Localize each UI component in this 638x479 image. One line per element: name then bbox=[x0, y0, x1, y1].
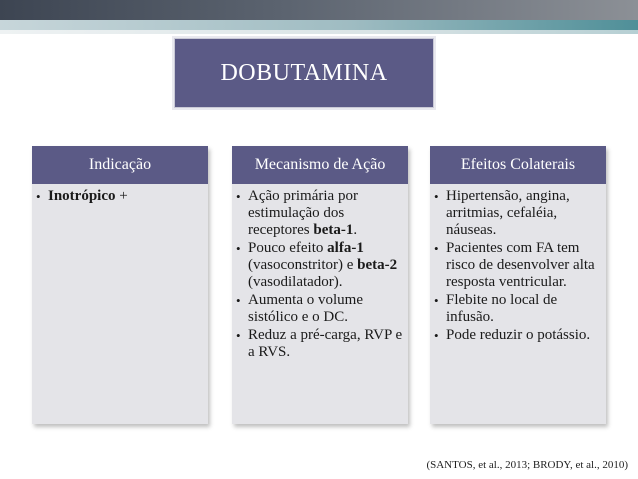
citation: (SANTOS, et al., 2013; BRODY, et al., 2010) bbox=[426, 459, 628, 471]
bullet-item bbox=[434, 292, 602, 326]
text-run: (vasodilatador). bbox=[248, 274, 343, 290]
text-run: Pouco efeito bbox=[248, 240, 328, 256]
text-run: Pode reduzir o potássio. bbox=[446, 327, 591, 343]
bullet-text bbox=[248, 188, 404, 239]
text-run: Flebite no local de infusão. bbox=[446, 292, 558, 325]
text-run: + bbox=[115, 188, 128, 204]
bullet-text bbox=[446, 188, 602, 239]
text-run: Aumenta o volume sistólico e o DC. bbox=[248, 292, 363, 325]
bullet-text bbox=[446, 292, 602, 326]
slide-title: DOBUTAMINA bbox=[174, 38, 434, 108]
bullet-text bbox=[248, 327, 404, 361]
bullet-item bbox=[236, 188, 404, 239]
top-dark-band bbox=[0, 0, 638, 20]
bullet-icon: • bbox=[434, 241, 439, 256]
bullet-item bbox=[236, 327, 404, 361]
column-body-efeitos bbox=[430, 184, 606, 345]
bullet-icon: • bbox=[434, 293, 439, 308]
bold-term: beta-1 bbox=[313, 222, 354, 238]
bold-term: beta-2 bbox=[357, 257, 398, 273]
bullet-item bbox=[434, 188, 602, 239]
text-run: . bbox=[353, 222, 358, 238]
bullet-icon: • bbox=[434, 328, 439, 343]
bullet-icon: • bbox=[236, 189, 241, 204]
text-run: Hipertensão, angina, arritmias, cefaléia, náuseas. bbox=[446, 188, 570, 238]
column-header-efeitos: Efeitos Colaterais bbox=[430, 146, 606, 184]
bullet-icon: • bbox=[36, 189, 41, 204]
bullet-text bbox=[248, 240, 404, 291]
bullet-icon: • bbox=[434, 189, 439, 204]
column-header-mecanismo: Mecanismo de Ação bbox=[232, 146, 408, 184]
column-body-indicacao bbox=[32, 184, 208, 206]
bullet-icon: • bbox=[236, 293, 241, 308]
top-teal-band bbox=[0, 20, 638, 30]
top-light-band bbox=[0, 30, 638, 34]
bullet-icon: • bbox=[236, 328, 241, 343]
bullet-text bbox=[248, 292, 404, 326]
column-efeitos bbox=[430, 146, 606, 424]
bold-term: Inotrópico bbox=[48, 188, 116, 204]
text-run: Reduz a pré-carga, RVP e a RVS. bbox=[248, 327, 403, 360]
text-run: Ação primária por estimulação dos receptores bbox=[248, 188, 358, 238]
bullet-item bbox=[236, 292, 404, 326]
bullet-item bbox=[434, 240, 602, 291]
text-run: Pacientes com FA tem risco de desenvolver alta resposta ventricular. bbox=[446, 240, 595, 290]
text-run: (vasoconstritor) e bbox=[248, 257, 358, 273]
bullet-text bbox=[446, 240, 602, 291]
column-header-indicacao: Indicação bbox=[32, 146, 208, 184]
column-indicacao bbox=[32, 146, 208, 424]
bullet-text bbox=[48, 188, 204, 205]
bold-term: alfa-1 bbox=[327, 240, 364, 256]
column-mecanismo bbox=[232, 146, 408, 424]
bullet-item bbox=[36, 188, 204, 205]
bullet-item bbox=[434, 327, 602, 344]
bullet-icon: • bbox=[236, 241, 241, 256]
column-body-mecanismo bbox=[232, 184, 408, 362]
bullet-text bbox=[446, 327, 602, 344]
bullet-item bbox=[236, 240, 404, 291]
